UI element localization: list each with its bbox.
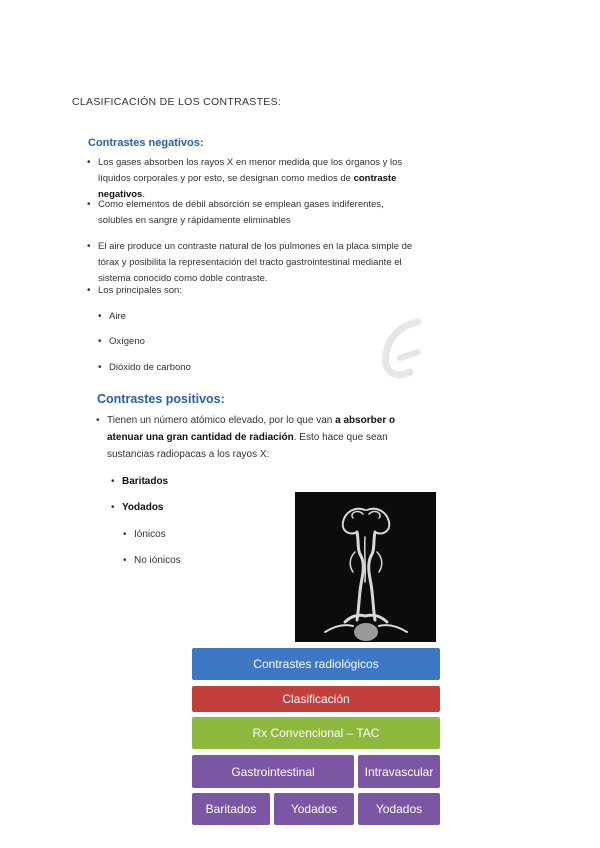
watermark-logo bbox=[378, 312, 424, 380]
negative-sub-item: • Oxígeno bbox=[109, 334, 145, 350]
diagram-yodados-gi: Yodados bbox=[274, 793, 354, 825]
diagram-baritados: Baritados bbox=[192, 793, 270, 825]
diagram-gastrointestinal: Gastrointestinal bbox=[192, 755, 354, 788]
negative-item-3-text: El aire produce un contraste natural de los pulmones en la placa simple de tórax y posibilita la representación del tracto gastrointestinal mediante el sistema conocido como doble contraste. bbox=[98, 241, 413, 284]
negative-item-1-end: . bbox=[142, 189, 145, 200]
positive-type-label: Baritados bbox=[122, 476, 169, 487]
positive-type-yodados bbox=[122, 500, 163, 516]
positive-intro-bold: a absorber o atenuar una gran cantidad de radiación bbox=[107, 415, 396, 443]
diagram-yodados-iv: Yodados bbox=[358, 793, 440, 825]
positive-type-label: Yodados bbox=[122, 502, 164, 513]
negative-heading: Contrastes negativos: bbox=[88, 137, 204, 149]
positive-type-baritados bbox=[122, 474, 168, 490]
negative-item-4 bbox=[98, 283, 398, 299]
positive-intro-text: Tienen un número atómico elevado, por lo que van bbox=[107, 415, 336, 426]
angiography-image bbox=[295, 492, 436, 642]
negative-item-3 bbox=[98, 239, 420, 287]
negative-item-1 bbox=[98, 155, 430, 203]
negative-item-4-text: Los principales son: bbox=[98, 285, 182, 296]
negative-item-1-text: Los gases absorben los rayos X en menor medida que los órganos y los líquidos corporales y por esto, se designan como medios de bbox=[98, 157, 403, 184]
negative-item-2-text: Como elementos de débil absorción se emplean gases indiferentes, solubles en sangre y rápidamente eliminables bbox=[98, 199, 384, 226]
negative-sub-item: • Dióxido de carbono bbox=[109, 360, 191, 376]
positive-heading: Contrastes positivos: bbox=[97, 392, 225, 406]
negative-item-2 bbox=[98, 197, 398, 229]
yodados-sub-item: • Iónicos bbox=[134, 527, 166, 543]
diagram-rx-tac: Rx Convencional – TAC bbox=[192, 717, 440, 749]
diagram-intravascular: Intravascular bbox=[358, 755, 440, 788]
positive-intro bbox=[107, 412, 407, 463]
page-title: CLASIFICACIÓN DE LOS CONTRASTES: bbox=[72, 96, 282, 108]
positive-intro-end: . Esto hace que sean sustancias radiopacas a los rayos X: bbox=[107, 432, 388, 460]
diagram-root: Contrastes radiológicos bbox=[192, 648, 440, 680]
negative-sub-item: • Aire bbox=[109, 309, 126, 325]
negative-item-1-bold: contraste negativos bbox=[98, 173, 397, 200]
diagram-classification: Clasificación bbox=[192, 686, 440, 712]
yodados-sub-item: • No iónicos bbox=[134, 553, 181, 569]
